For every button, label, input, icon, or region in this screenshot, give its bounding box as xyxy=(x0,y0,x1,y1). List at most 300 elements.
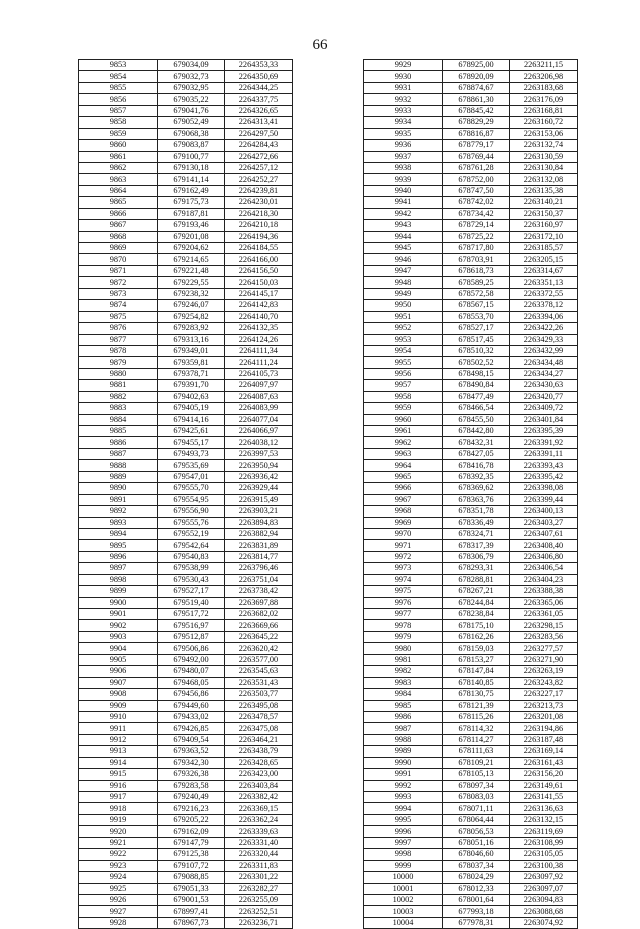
x-coordinate-cell: 679555,76 xyxy=(158,517,225,528)
table-row xyxy=(79,849,293,860)
point-number-cell: 9900 xyxy=(79,597,158,608)
y-coordinate-cell: 2263406,54 xyxy=(510,563,578,574)
y-coordinate-cell: 2263255,09 xyxy=(225,894,293,905)
x-coordinate-cell: 678153,27 xyxy=(443,654,510,665)
table-row xyxy=(79,746,293,757)
y-coordinate-cell: 2263365,06 xyxy=(510,597,578,608)
x-coordinate-cell: 678490,84 xyxy=(443,380,510,391)
y-coordinate-cell: 2263074,92 xyxy=(510,917,578,928)
x-coordinate-cell: 679455,17 xyxy=(158,437,225,448)
y-coordinate-cell: 2263434,27 xyxy=(510,368,578,379)
coordinates-table-left xyxy=(78,59,293,929)
point-number-cell: 9963 xyxy=(364,448,443,459)
point-number-cell: 9885 xyxy=(79,426,158,437)
x-coordinate-cell: 678967,73 xyxy=(158,917,225,928)
y-coordinate-cell: 2263438,79 xyxy=(225,746,293,757)
table-row xyxy=(364,208,578,219)
point-number-cell: 9895 xyxy=(79,540,158,551)
x-coordinate-cell: 678845,42 xyxy=(443,105,510,116)
y-coordinate-cell: 2263185,57 xyxy=(510,243,578,254)
table-row xyxy=(364,117,578,128)
point-number-cell: 9955 xyxy=(364,357,443,368)
table-row xyxy=(364,174,578,185)
table-row xyxy=(79,460,293,471)
x-coordinate-cell: 678051,16 xyxy=(443,837,510,848)
point-number-cell: 9872 xyxy=(79,277,158,288)
point-number-cell: 9856 xyxy=(79,94,158,105)
y-coordinate-cell: 2263119,69 xyxy=(510,826,578,837)
y-coordinate-cell: 2263100,38 xyxy=(510,860,578,871)
x-coordinate-cell: 679125,38 xyxy=(158,849,225,860)
point-number-cell: 9897 xyxy=(79,563,158,574)
y-coordinate-cell: 2263831,89 xyxy=(225,540,293,551)
x-coordinate-cell: 678097,34 xyxy=(443,780,510,791)
table-row xyxy=(79,151,293,162)
point-number-cell: 9924 xyxy=(79,872,158,883)
x-coordinate-cell: 678752,00 xyxy=(443,174,510,185)
point-number-cell: 9860 xyxy=(79,140,158,151)
x-coordinate-cell: 678742,02 xyxy=(443,197,510,208)
x-coordinate-cell: 678244,84 xyxy=(443,597,510,608)
table-row xyxy=(79,403,293,414)
table-row xyxy=(79,506,293,517)
x-coordinate-cell: 679493,73 xyxy=(158,448,225,459)
y-coordinate-cell: 2263404,23 xyxy=(510,574,578,585)
x-coordinate-cell: 678498,15 xyxy=(443,368,510,379)
y-coordinate-cell: 2263407,61 xyxy=(510,528,578,539)
x-coordinate-cell: 678442,80 xyxy=(443,426,510,437)
point-number-cell: 9958 xyxy=(364,391,443,402)
table-row xyxy=(79,563,293,574)
table-row xyxy=(364,94,578,105)
y-coordinate-cell: 2263430,63 xyxy=(510,380,578,391)
table-row xyxy=(364,231,578,242)
x-coordinate-cell: 678001,64 xyxy=(443,894,510,905)
y-coordinate-cell: 2263645,22 xyxy=(225,631,293,642)
x-coordinate-cell: 679349,01 xyxy=(158,345,225,356)
y-coordinate-cell: 2264350,69 xyxy=(225,71,293,82)
table-row xyxy=(364,345,578,356)
x-coordinate-cell: 678553,70 xyxy=(443,311,510,322)
point-number-cell: 9990 xyxy=(364,757,443,768)
y-coordinate-cell: 2263394,06 xyxy=(510,311,578,322)
y-coordinate-cell: 2263130,59 xyxy=(510,151,578,162)
point-number-cell: 9982 xyxy=(364,666,443,677)
table-row xyxy=(364,677,578,688)
y-coordinate-cell: 2263140,21 xyxy=(510,197,578,208)
table-row xyxy=(364,448,578,459)
y-coordinate-cell: 2263263,19 xyxy=(510,666,578,677)
table-row xyxy=(79,71,293,82)
point-number-cell: 9911 xyxy=(79,723,158,734)
x-coordinate-cell: 678769,44 xyxy=(443,151,510,162)
y-coordinate-cell: 2263339,63 xyxy=(225,826,293,837)
table-row xyxy=(364,654,578,665)
point-number-cell: 9877 xyxy=(79,334,158,345)
x-coordinate-cell: 678114,32 xyxy=(443,723,510,734)
table-row xyxy=(364,494,578,505)
point-number-cell: 9993 xyxy=(364,792,443,803)
x-coordinate-cell: 679506,86 xyxy=(158,643,225,654)
point-number-cell: 9855 xyxy=(79,82,158,93)
x-coordinate-cell: 679162,09 xyxy=(158,826,225,837)
point-number-cell: 9857 xyxy=(79,105,158,116)
y-coordinate-cell: 2263475,08 xyxy=(225,723,293,734)
y-coordinate-cell: 2264239,81 xyxy=(225,185,293,196)
x-coordinate-cell: 678175,10 xyxy=(443,620,510,631)
point-number-cell: 9969 xyxy=(364,517,443,528)
x-coordinate-cell: 678779,17 xyxy=(443,140,510,151)
y-coordinate-cell: 2263094,83 xyxy=(510,894,578,905)
table-row xyxy=(364,666,578,677)
table-row xyxy=(79,334,293,345)
x-coordinate-cell: 679542,64 xyxy=(158,540,225,551)
table-row xyxy=(364,837,578,848)
y-coordinate-cell: 2263351,13 xyxy=(510,277,578,288)
point-number-cell: 9974 xyxy=(364,574,443,585)
table-row xyxy=(79,82,293,93)
y-coordinate-cell: 2264145,17 xyxy=(225,288,293,299)
y-coordinate-cell: 2264083,99 xyxy=(225,403,293,414)
point-number-cell: 9919 xyxy=(79,814,158,825)
point-number-cell: 9906 xyxy=(79,666,158,677)
y-coordinate-cell: 2263132,08 xyxy=(510,174,578,185)
y-coordinate-cell: 2263136,63 xyxy=(510,803,578,814)
x-coordinate-cell: 678717,80 xyxy=(443,243,510,254)
point-number-cell: 9938 xyxy=(364,162,443,173)
table-row xyxy=(79,391,293,402)
x-coordinate-cell: 678105,13 xyxy=(443,769,510,780)
y-coordinate-cell: 2263393,43 xyxy=(510,460,578,471)
x-coordinate-cell: 678517,45 xyxy=(443,334,510,345)
point-number-cell: 9889 xyxy=(79,471,158,482)
point-number-cell: 9976 xyxy=(364,597,443,608)
y-coordinate-cell: 2263503,77 xyxy=(225,689,293,700)
table-row xyxy=(364,151,578,162)
x-coordinate-cell: 679088,85 xyxy=(158,872,225,883)
table-row xyxy=(79,162,293,173)
y-coordinate-cell: 2263420,77 xyxy=(510,391,578,402)
table-row xyxy=(79,300,293,311)
y-coordinate-cell: 2263236,71 xyxy=(225,917,293,928)
x-coordinate-cell: 678056,53 xyxy=(443,826,510,837)
x-coordinate-cell: 678363,76 xyxy=(443,494,510,505)
table-row xyxy=(364,563,578,574)
point-number-cell: 9910 xyxy=(79,711,158,722)
y-coordinate-cell: 2264326,65 xyxy=(225,105,293,116)
y-coordinate-cell: 2263545,63 xyxy=(225,666,293,677)
point-number-cell: 9886 xyxy=(79,437,158,448)
table-row xyxy=(364,906,578,917)
table-row xyxy=(79,380,293,391)
x-coordinate-cell: 679001,53 xyxy=(158,894,225,905)
y-coordinate-cell: 2263301,22 xyxy=(225,872,293,883)
x-coordinate-cell: 679402,63 xyxy=(158,391,225,402)
point-number-cell: 9882 xyxy=(79,391,158,402)
table-row xyxy=(79,574,293,585)
x-coordinate-cell: 678140,85 xyxy=(443,677,510,688)
y-coordinate-cell: 2263105,05 xyxy=(510,849,578,860)
point-number-cell: 9883 xyxy=(79,403,158,414)
y-coordinate-cell: 2263108,99 xyxy=(510,837,578,848)
x-coordinate-cell: 679205,22 xyxy=(158,814,225,825)
y-coordinate-cell: 2263227,17 xyxy=(510,689,578,700)
y-coordinate-cell: 2263141,55 xyxy=(510,792,578,803)
y-coordinate-cell: 2263369,15 xyxy=(225,803,293,814)
point-number-cell: 9941 xyxy=(364,197,443,208)
point-number-cell: 9864 xyxy=(79,185,158,196)
point-number-cell: 9947 xyxy=(364,265,443,276)
y-coordinate-cell: 2263271,90 xyxy=(510,654,578,665)
point-number-cell: 9936 xyxy=(364,140,443,151)
y-coordinate-cell: 2263206,98 xyxy=(510,71,578,82)
table-row xyxy=(79,711,293,722)
point-number-cell: 9952 xyxy=(364,323,443,334)
point-number-cell: 9865 xyxy=(79,197,158,208)
table-row xyxy=(364,380,578,391)
x-coordinate-cell: 679449,60 xyxy=(158,700,225,711)
table-row xyxy=(364,437,578,448)
table-row xyxy=(79,734,293,745)
x-coordinate-cell: 679254,82 xyxy=(158,311,225,322)
table-row xyxy=(364,917,578,928)
y-coordinate-cell: 2263361,05 xyxy=(510,609,578,620)
point-number-cell: 9944 xyxy=(364,231,443,242)
y-coordinate-cell: 2263399,44 xyxy=(510,494,578,505)
y-coordinate-cell: 2263401,84 xyxy=(510,414,578,425)
table-row xyxy=(364,803,578,814)
x-coordinate-cell: 678114,27 xyxy=(443,734,510,745)
x-coordinate-cell: 679175,73 xyxy=(158,197,225,208)
point-number-cell: 9890 xyxy=(79,483,158,494)
x-coordinate-cell: 678861,30 xyxy=(443,94,510,105)
y-coordinate-cell: 2263201,08 xyxy=(510,711,578,722)
x-coordinate-cell: 678572,58 xyxy=(443,288,510,299)
table-row xyxy=(79,540,293,551)
x-coordinate-cell: 679391,70 xyxy=(158,380,225,391)
point-number-cell: 9951 xyxy=(364,311,443,322)
x-coordinate-cell: 678392,35 xyxy=(443,471,510,482)
x-coordinate-cell: 678288,81 xyxy=(443,574,510,585)
point-number-cell: 9899 xyxy=(79,586,158,597)
table-row xyxy=(364,414,578,425)
y-coordinate-cell: 2263950,94 xyxy=(225,460,293,471)
y-coordinate-cell: 2263205,15 xyxy=(510,254,578,265)
table-row xyxy=(79,117,293,128)
x-coordinate-cell: 678920,09 xyxy=(443,71,510,82)
y-coordinate-cell: 2263132,74 xyxy=(510,140,578,151)
point-number-cell: 9930 xyxy=(364,71,443,82)
y-coordinate-cell: 2263406,80 xyxy=(510,551,578,562)
point-number-cell: 9884 xyxy=(79,414,158,425)
point-number-cell: 9956 xyxy=(364,368,443,379)
point-number-cell: 9933 xyxy=(364,105,443,116)
point-number-cell: 9871 xyxy=(79,265,158,276)
table-row xyxy=(364,368,578,379)
point-number-cell: 9995 xyxy=(364,814,443,825)
x-coordinate-cell: 679313,16 xyxy=(158,334,225,345)
table-row xyxy=(364,105,578,116)
table-row xyxy=(79,128,293,139)
point-number-cell: 9994 xyxy=(364,803,443,814)
table-row xyxy=(364,517,578,528)
x-coordinate-cell: 678925,00 xyxy=(443,60,510,71)
point-number-cell: 9907 xyxy=(79,677,158,688)
y-coordinate-cell: 2263153,06 xyxy=(510,128,578,139)
point-number-cell: 9965 xyxy=(364,471,443,482)
point-number-cell: 9903 xyxy=(79,631,158,642)
y-coordinate-cell: 2264210,18 xyxy=(225,220,293,231)
y-coordinate-cell: 2263149,61 xyxy=(510,780,578,791)
table-row xyxy=(79,357,293,368)
table-row xyxy=(364,265,578,276)
table-row xyxy=(364,60,578,71)
y-coordinate-cell: 2263382,42 xyxy=(225,792,293,803)
x-coordinate-cell: 679530,43 xyxy=(158,574,225,585)
y-coordinate-cell: 2263320,44 xyxy=(225,849,293,860)
y-coordinate-cell: 2264124,26 xyxy=(225,334,293,345)
x-coordinate-cell: 679035,22 xyxy=(158,94,225,105)
table-row xyxy=(364,254,578,265)
point-number-cell: 9862 xyxy=(79,162,158,173)
x-coordinate-cell: 679193,46 xyxy=(158,220,225,231)
x-coordinate-cell: 678024,29 xyxy=(443,872,510,883)
table-row xyxy=(364,220,578,231)
point-number-cell: 9968 xyxy=(364,506,443,517)
x-coordinate-cell: 679556,90 xyxy=(158,506,225,517)
table-row xyxy=(364,597,578,608)
y-coordinate-cell: 2264297,50 xyxy=(225,128,293,139)
x-coordinate-cell: 679141,14 xyxy=(158,174,225,185)
point-number-cell: 9905 xyxy=(79,654,158,665)
x-coordinate-cell: 679492,00 xyxy=(158,654,225,665)
point-number-cell: 9891 xyxy=(79,494,158,505)
x-coordinate-cell: 678567,15 xyxy=(443,300,510,311)
x-coordinate-cell: 679426,85 xyxy=(158,723,225,734)
point-number-cell: 9934 xyxy=(364,117,443,128)
point-number-cell: 9894 xyxy=(79,528,158,539)
point-number-cell: 9870 xyxy=(79,254,158,265)
y-coordinate-cell: 2263531,43 xyxy=(225,677,293,688)
point-number-cell: 9932 xyxy=(364,94,443,105)
table-row xyxy=(364,128,578,139)
point-number-cell: 9957 xyxy=(364,380,443,391)
x-coordinate-cell: 678267,21 xyxy=(443,586,510,597)
x-coordinate-cell: 678109,21 xyxy=(443,757,510,768)
table-row xyxy=(364,631,578,642)
y-coordinate-cell: 2263243,82 xyxy=(510,677,578,688)
point-number-cell: 9868 xyxy=(79,231,158,242)
table-row xyxy=(364,689,578,700)
point-number-cell: 9909 xyxy=(79,700,158,711)
point-number-cell: 9972 xyxy=(364,551,443,562)
x-coordinate-cell: 679051,33 xyxy=(158,883,225,894)
point-number-cell: 9923 xyxy=(79,860,158,871)
y-coordinate-cell: 2264066,97 xyxy=(225,426,293,437)
y-coordinate-cell: 2263464,21 xyxy=(225,734,293,745)
y-coordinate-cell: 2263161,43 xyxy=(510,757,578,768)
y-coordinate-cell: 2263395,39 xyxy=(510,426,578,437)
y-coordinate-cell: 2264038,12 xyxy=(225,437,293,448)
y-coordinate-cell: 2264077,04 xyxy=(225,414,293,425)
x-coordinate-cell: 679468,05 xyxy=(158,677,225,688)
table-row xyxy=(79,197,293,208)
table-row xyxy=(364,357,578,368)
x-coordinate-cell: 679283,92 xyxy=(158,323,225,334)
x-coordinate-cell: 679535,69 xyxy=(158,460,225,471)
point-number-cell: 9945 xyxy=(364,243,443,254)
table-row xyxy=(79,826,293,837)
point-number-cell: 9997 xyxy=(364,837,443,848)
point-number-cell: 9939 xyxy=(364,174,443,185)
table-row xyxy=(79,220,293,231)
point-number-cell: 9949 xyxy=(364,288,443,299)
table-row xyxy=(79,254,293,265)
table-row xyxy=(364,185,578,196)
x-coordinate-cell: 679221,48 xyxy=(158,265,225,276)
point-number-cell: 9861 xyxy=(79,151,158,162)
y-coordinate-cell: 2263183,68 xyxy=(510,82,578,93)
x-coordinate-cell: 678455,50 xyxy=(443,414,510,425)
table-row xyxy=(79,597,293,608)
y-coordinate-cell: 2264252,27 xyxy=(225,174,293,185)
y-coordinate-cell: 2263422,26 xyxy=(510,323,578,334)
y-coordinate-cell: 2263213,73 xyxy=(510,700,578,711)
y-coordinate-cell: 2263211,15 xyxy=(510,60,578,71)
point-number-cell: 9912 xyxy=(79,734,158,745)
x-coordinate-cell: 678816,87 xyxy=(443,128,510,139)
table-row xyxy=(79,551,293,562)
x-coordinate-cell: 679433,02 xyxy=(158,711,225,722)
y-coordinate-cell: 2263697,88 xyxy=(225,597,293,608)
table-row xyxy=(79,94,293,105)
point-number-cell: 9986 xyxy=(364,711,443,722)
x-coordinate-cell: 678306,79 xyxy=(443,551,510,562)
table-row xyxy=(364,197,578,208)
table-row xyxy=(364,620,578,631)
point-number-cell: 9928 xyxy=(79,917,158,928)
point-number-cell: 9908 xyxy=(79,689,158,700)
x-coordinate-cell: 678324,71 xyxy=(443,528,510,539)
x-coordinate-cell: 678427,05 xyxy=(443,448,510,459)
y-coordinate-cell: 2263403,84 xyxy=(225,780,293,791)
table-row xyxy=(79,620,293,631)
y-coordinate-cell: 2263409,72 xyxy=(510,403,578,414)
point-number-cell: 9989 xyxy=(364,746,443,757)
x-coordinate-cell: 679378,71 xyxy=(158,368,225,379)
y-coordinate-cell: 2263194,86 xyxy=(510,723,578,734)
x-coordinate-cell: 679068,38 xyxy=(158,128,225,139)
point-number-cell: 9937 xyxy=(364,151,443,162)
table-row xyxy=(79,654,293,665)
table-row xyxy=(79,723,293,734)
point-number-cell: 9991 xyxy=(364,769,443,780)
x-coordinate-cell: 679107,72 xyxy=(158,860,225,871)
table-row xyxy=(364,288,578,299)
point-number-cell: 9921 xyxy=(79,837,158,848)
point-number-cell: 9977 xyxy=(364,609,443,620)
x-coordinate-cell: 679519,40 xyxy=(158,597,225,608)
point-number-cell: 9881 xyxy=(79,380,158,391)
point-number-cell: 9950 xyxy=(364,300,443,311)
x-coordinate-cell: 678147,84 xyxy=(443,666,510,677)
x-coordinate-cell: 678729,14 xyxy=(443,220,510,231)
table-row xyxy=(79,860,293,871)
point-number-cell: 9962 xyxy=(364,437,443,448)
x-coordinate-cell: 678293,31 xyxy=(443,563,510,574)
table-row xyxy=(79,757,293,768)
point-number-cell: 9873 xyxy=(79,288,158,299)
